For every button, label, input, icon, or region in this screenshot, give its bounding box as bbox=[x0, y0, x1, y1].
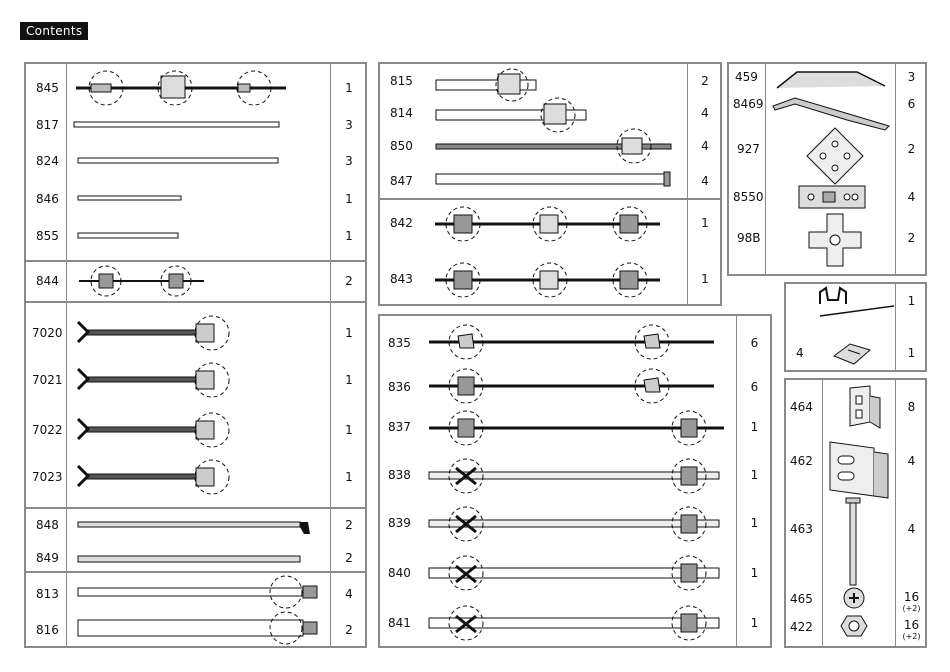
part-qty: 3 bbox=[345, 118, 353, 132]
part-id: 841 bbox=[388, 616, 411, 630]
rail-7023-illustration bbox=[76, 458, 236, 498]
part-qty: 2 bbox=[907, 142, 916, 156]
clip-illustration bbox=[816, 286, 896, 322]
part-qty: 4 bbox=[701, 139, 709, 153]
part-qty: 1 bbox=[701, 216, 709, 230]
rail-835-illustration bbox=[424, 322, 724, 362]
rail-816-illustration bbox=[78, 612, 328, 646]
bolt-463-illustration bbox=[844, 496, 864, 588]
part-id: 462 bbox=[790, 454, 813, 468]
part-id: 837 bbox=[388, 420, 411, 434]
rod-849-illustration bbox=[78, 554, 318, 566]
part-id: 844 bbox=[36, 274, 59, 288]
part-id: 816 bbox=[36, 623, 59, 637]
part-qty: 1 bbox=[701, 272, 709, 286]
nut-422-illustration bbox=[840, 614, 868, 638]
rail-837-illustration bbox=[424, 408, 734, 448]
plate-98b-illustration bbox=[807, 212, 863, 268]
plate-8550-illustration bbox=[797, 184, 867, 210]
part-qty: 1 bbox=[345, 81, 353, 95]
screw-465-illustration bbox=[840, 586, 868, 610]
part-qty: 2 bbox=[345, 623, 353, 637]
part-qty: 1 bbox=[345, 373, 353, 387]
part-id: 839 bbox=[388, 516, 411, 530]
part-id: 422 bbox=[790, 620, 813, 634]
part-qty: 4 bbox=[907, 190, 916, 204]
panel-d bbox=[727, 62, 927, 276]
part-qty: 1 bbox=[907, 294, 916, 308]
plate-927-illustration bbox=[805, 126, 865, 186]
part-id: 98B bbox=[737, 231, 761, 245]
part-qty: 6 bbox=[907, 97, 916, 111]
part-qty: 6 bbox=[750, 336, 759, 350]
part-id: 815 bbox=[390, 74, 413, 88]
part-id: 8469 bbox=[733, 97, 764, 111]
part-qty: 3 bbox=[907, 70, 916, 84]
rail-847-illustration bbox=[436, 172, 676, 188]
rod-817-illustration bbox=[74, 120, 284, 130]
part-qty: 2 bbox=[345, 274, 353, 288]
rail-840-illustration bbox=[424, 554, 734, 594]
part-id: 847 bbox=[390, 174, 413, 188]
panel-b bbox=[378, 62, 722, 306]
part-qty: 6 bbox=[750, 380, 759, 394]
rail-843-illustration bbox=[430, 260, 670, 300]
part-qty: 2 bbox=[701, 74, 709, 88]
part-qty: 4 bbox=[701, 174, 709, 188]
part-id: 7021 bbox=[32, 373, 63, 387]
part-id: 459 bbox=[735, 70, 758, 84]
panel-a bbox=[24, 62, 367, 648]
part-qty: 1 bbox=[750, 516, 759, 530]
hinge-464-illustration bbox=[844, 384, 884, 430]
part-qty: 1 bbox=[345, 423, 353, 437]
part-id: 7023 bbox=[32, 470, 63, 484]
part-id: 824 bbox=[36, 154, 59, 168]
rod-824-illustration bbox=[78, 156, 288, 166]
part-id: 7022 bbox=[32, 423, 63, 437]
part-qty: 1 bbox=[345, 192, 353, 206]
clamp-illustration bbox=[830, 334, 874, 368]
rail-841-illustration bbox=[424, 604, 734, 644]
part-id: 835 bbox=[388, 336, 411, 350]
rail-7020-illustration bbox=[76, 314, 236, 354]
part-qty: 1 bbox=[750, 616, 759, 630]
part-qty: 4 bbox=[701, 106, 709, 120]
rail-850-illustration bbox=[436, 128, 676, 168]
rod-848-illustration bbox=[78, 518, 318, 538]
part-qty: 4 bbox=[345, 587, 353, 601]
panel-c bbox=[378, 314, 772, 648]
part-qty: 2 bbox=[907, 231, 916, 245]
part-qty-value: 16 bbox=[903, 618, 920, 632]
part-qty: 2 bbox=[345, 551, 353, 565]
part-id: 855 bbox=[36, 229, 59, 243]
part-qty: 3 bbox=[345, 154, 353, 168]
panel-f bbox=[784, 378, 927, 648]
part-id: 840 bbox=[388, 566, 411, 580]
part-qty: 1 bbox=[345, 470, 353, 484]
part-id: 842 bbox=[390, 216, 413, 230]
part-id: 813 bbox=[36, 587, 59, 601]
part-qty-value: 16 bbox=[903, 590, 920, 604]
rail-7022-illustration bbox=[76, 411, 236, 451]
rod-846-illustration bbox=[78, 194, 188, 204]
part-id: 8550 bbox=[733, 190, 764, 204]
bracket-459-illustration bbox=[773, 66, 889, 94]
part-qty: 1 bbox=[750, 566, 759, 580]
part-id: 463 bbox=[790, 522, 813, 536]
part-id: 4 bbox=[796, 346, 804, 360]
rail-839-illustration bbox=[424, 504, 734, 544]
part-qty: 4 bbox=[907, 454, 916, 468]
rod-855-illustration bbox=[78, 231, 188, 241]
part-id: 848 bbox=[36, 518, 59, 532]
part-qty bbox=[896, 618, 927, 641]
part-id: 843 bbox=[390, 272, 413, 286]
part-qty: 1 bbox=[907, 346, 916, 360]
rail-845-illustration bbox=[71, 68, 321, 108]
rod-844-illustration bbox=[74, 264, 214, 298]
rail-836-illustration bbox=[424, 366, 724, 406]
rail-838-illustration bbox=[424, 456, 734, 496]
part-qty: 1 bbox=[750, 420, 759, 434]
part-qty: 2 bbox=[345, 518, 353, 532]
part-qty: 4 bbox=[907, 522, 916, 536]
part-qty: 1 bbox=[750, 468, 759, 482]
page-title: Contents bbox=[20, 22, 88, 40]
part-qty-extra: (+2) bbox=[902, 632, 921, 641]
rail-7021-illustration bbox=[76, 361, 236, 401]
part-id: 836 bbox=[388, 380, 411, 394]
part-id: 849 bbox=[36, 551, 59, 565]
part-qty: 1 bbox=[345, 326, 353, 340]
part-id: 927 bbox=[737, 142, 760, 156]
part-id: 464 bbox=[790, 400, 813, 414]
part-id: 465 bbox=[790, 592, 813, 606]
part-id: 817 bbox=[36, 118, 59, 132]
part-id: 845 bbox=[36, 81, 59, 95]
part-qty: 1 bbox=[345, 229, 353, 243]
part-id: 838 bbox=[388, 468, 411, 482]
part-qty-extra: (+2) bbox=[902, 604, 921, 613]
part-id: 850 bbox=[390, 139, 413, 153]
hinge-462-illustration bbox=[826, 438, 892, 500]
rail-813-illustration bbox=[78, 576, 328, 610]
part-qty: 8 bbox=[907, 400, 916, 414]
part-id: 846 bbox=[36, 192, 59, 206]
panel-e bbox=[784, 282, 927, 372]
part-qty bbox=[896, 590, 927, 613]
rail-842-illustration bbox=[430, 204, 670, 244]
part-id: 7020 bbox=[32, 326, 63, 340]
part-id: 814 bbox=[390, 106, 413, 120]
